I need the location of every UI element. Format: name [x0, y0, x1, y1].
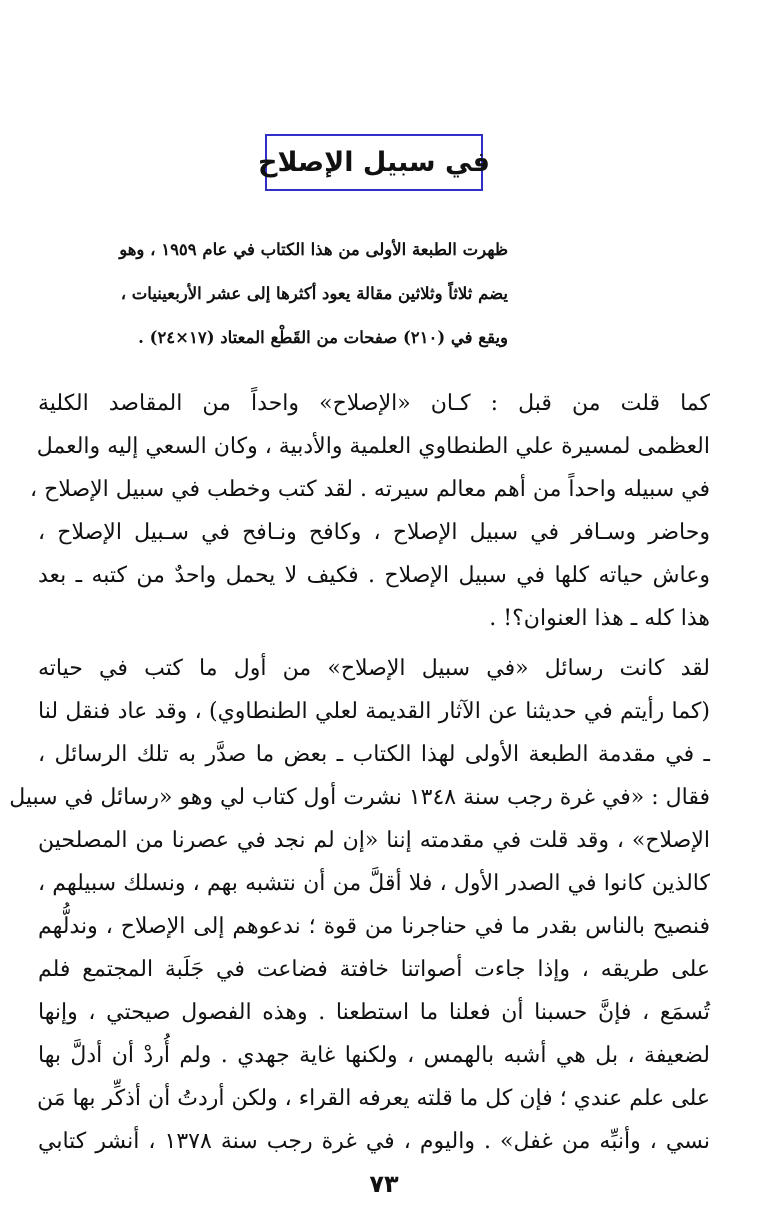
text-line: وعاش حياته كلها في سبيل الإصلاح . فكيف لا يحمل واحدٌ من كتبه ـ بعد: [38, 563, 710, 588]
text-line: على طريقه ، وإذا جاءت أصواتنا خافتة فضاعت في جَلَبة المجتمع فلم: [38, 957, 710, 982]
chapter-title: في سبيل الإصلاح: [258, 147, 490, 178]
intro-line: يضم ثلاثاً وثلاثين مقالة يعود أكثرها إلى عشر الأربعينيات ،: [120, 284, 508, 303]
text-line: لقد كانت رسائل «في سبيل الإصلاح» من أول ما كتب في حياته: [38, 656, 710, 681]
text-line: فقال : «في غرة رجب سنة ١٣٤٨ نشرت أول كتاب لي وهو «رسائل في سبيل: [9, 785, 710, 810]
text-line: (كما رأيتم في حديثنا عن الآثار القديمة لعلي الطنطاوي) ، وقد عاد فنقل لنا: [38, 699, 710, 724]
paragraph-2: [9, 647, 711, 1163]
page-number: ٧٣: [369, 1170, 399, 1198]
intro-line: ظهرت الطبعة الأولى من هذا الكتاب في عام ١٩٥٩ ، وهو: [119, 240, 508, 259]
text-line: لضعيفة ، بل هي أشبه بالهمس ، ولكنها غاية جهدي . ولم أُردْ أن أدلَّ بها: [38, 1043, 710, 1068]
text-line: نسي ، وأنبِّه من غفل» . واليوم ، في غرة رجب سنة ١٣٧٨ ، أنشر كتابي: [38, 1129, 711, 1154]
text-line: تُسمَع ، فإنَّ حسبنا أن فعلنا ما استطعنا . وهذه الفصول صيحتي ، وإنها: [38, 1000, 710, 1025]
text-line: على علم عندي ؛ فإن كل ما قلته يعرفه القراء ، ولكن أردتُ أن أذكِّر بها مَن: [36, 1086, 710, 1111]
text-line: ـ في مقدمة الطبعة الأولى لهذا الكتاب ـ بعض ما صدَّر به تلك الرسائل ،: [38, 742, 710, 767]
text-line: كالذين كانوا في الصدر الأول ، فلا أقلَّ من أن نتشبه بهم ، ونسلك سبيلهم ،: [38, 871, 710, 896]
text-line: فنصيح بالناس بقدر ما في حناجرنا من قوة ؛ ندعوهم إلى الإصلاح ، وندلُّهم: [38, 914, 710, 939]
text-line: كما قلت من قبل : كـان «الإصلاح» واحداً من المقاصد الكلية: [38, 391, 710, 416]
text-line: العظمى لمسيرة علي الطنطاوي العلمية والأدبية ، وكان السعي إليه والعمل: [36, 434, 710, 459]
chapter-title-box: [258, 134, 490, 191]
text-line: وحاضر وسـافر في سبيل الإصلاح ، وكافح ونـافح في سـبيل الإصلاح ،: [38, 520, 710, 545]
intro-line: ويقع في (٢١٠) صفحات من القَطْع المعتاد (١٧×٢٤) .: [138, 328, 508, 347]
intro-note: [119, 228, 508, 360]
text-line: هذا كله ـ هذا العنوان؟! .: [489, 606, 710, 631]
text-line: في سبيله واحداً من أهم معالم سيرته . لقد كتب وخطب في سبيل الإصلاح ،: [30, 477, 710, 502]
paragraph-1: [30, 382, 710, 640]
text-line: الإصلاح» ، وقد قلت في مقدمته إننا «إن لم نجد في عصرنا من المصلحين: [38, 828, 710, 853]
